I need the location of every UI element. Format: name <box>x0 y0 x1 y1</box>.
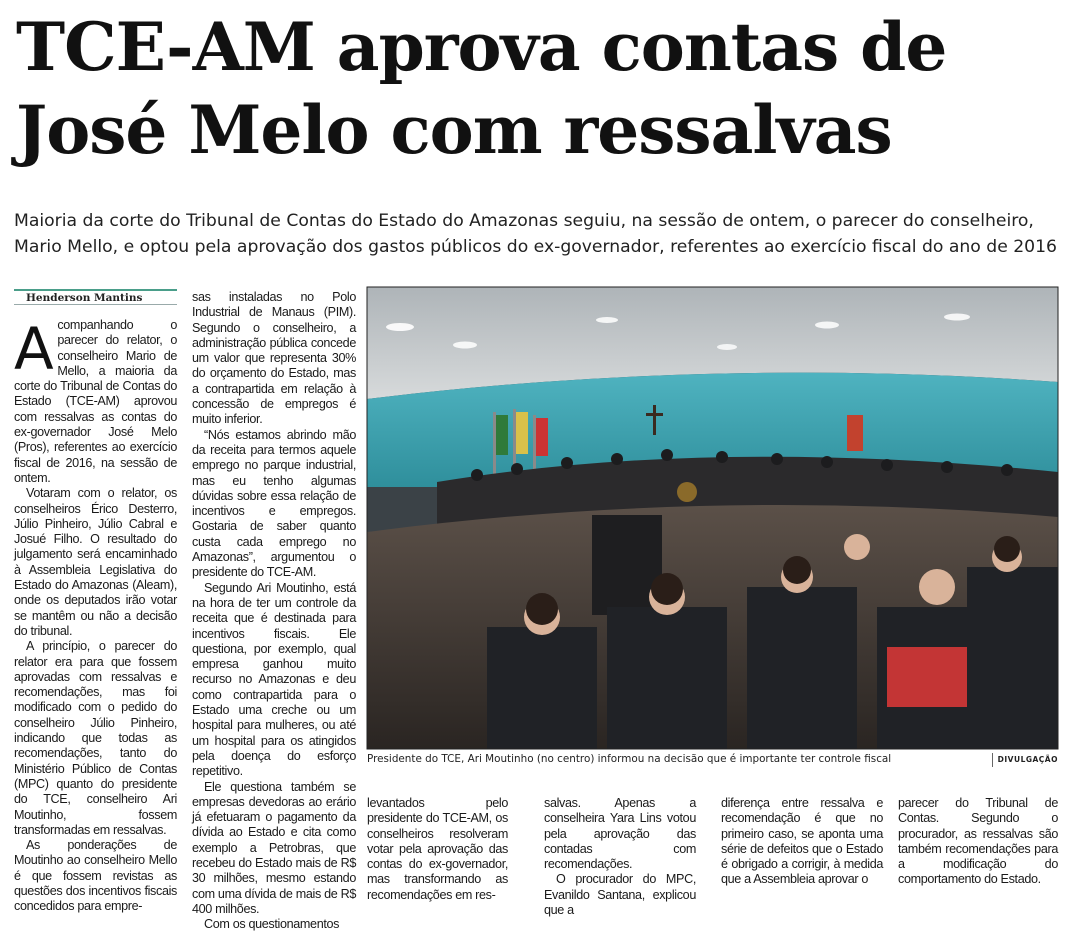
article-column-4 <box>544 796 696 918</box>
paragraph: Acompanhando o parecer do relator, o conselheiro Mario de Mello, a maioria da corte do Tribunal de Contas do Estado (TCE-AM) aprovou com ressalvas as contas do ex-governador José Melo (Pros), referentes ao exercício fiscal de 2016, na sessão de ontem. <box>14 315 177 485</box>
headline-line-2: José Melo com ressalvas <box>16 91 892 169</box>
paragraph: levantados pelo presidente do TCE-AM, os conselheiros resolveram votar pela aprovação das contas do ex-governador, mas transformando as recomendações em res- <box>367 796 508 902</box>
paragraph: A princípio, o parecer do relator era para que fossem aprovadas com ressalvas e recomendações, mas foi modificado com o pedido do conselheiro Júlio Pinheiro, indicando que todas as recomendações, tanto do Ministério Público de Contas (MPC) quanto do presidente do TCE, conselheiro Ari Moutinho, fossem transformadas em ressalvas. <box>14 639 177 837</box>
photo-caption <box>367 752 1058 768</box>
article-column-6 <box>898 796 1058 888</box>
paragraph: parecer do Tribunal de Contas. Segundo o procurador, as ressalvas são também recomendações para a modificação do comportamento do Estado. <box>898 796 1058 887</box>
photo-credit: DIVULGAÇÃO <box>992 753 1058 767</box>
paragraph: “Nós estamos abrindo mão da receita para termos aquele emprego no parque industrial, mas eu tenho algumas dúvidas sobre essa relação de incentivos e empregos. Gostaria de saber quanto custa cada emprego no Amazonas”, argumentou o presidente do TCE-AM. <box>192 427 356 580</box>
courtroom-photo <box>367 287 1058 749</box>
paragraph: Ele questiona também se empresas devedoras ao erário já efetuaram o pagamento da dívida ao Estado e cita como exemplo a Petrobras, que recebeu do Estado mais de R$ 30 milhões, mesmo estando com uma dívida de mais de R$ 400 milhões. <box>192 779 356 916</box>
subheadline: Maioria da corte do Tribunal de Contas do Estado do Amazonas seguiu, na sessão de ontem, o parecer do conselheiro, Mario Mello, e optou pela aprovação dos gastos públicos do ex-governador, referentes ao exercício fiscal do ano de 2016 <box>14 211 1057 257</box>
article-column-3 <box>367 796 508 902</box>
paragraph: diferença entre ressalva e recomendação é que no primeiro caso, se aponta uma série de defeitos que o Estado é obrigado a corrigir, à medida que a Assembleia aprovar o <box>721 796 883 887</box>
article-column-1 <box>14 315 177 914</box>
article-column-2 <box>192 290 356 932</box>
paragraph: salvas. Apenas a conselheira Yara Lins votou pela aprovação das contadas com recomendações. <box>544 796 696 872</box>
headline <box>16 6 1076 172</box>
courtroom-illustration <box>367 287 1058 749</box>
paragraph: As ponderações de Moutinho ao conselheiro Mello é que fossem revistas as questões dos incentivos fiscais concedidos para empre- <box>14 838 177 914</box>
paragraph: Segundo Ari Moutinho, está na hora de ter um controle da receita que é destinada para incentivos fiscais. Ele questiona, por exemplo, qual empresa ganhou muito recurso no Amazonas e deu como contrapartida para o Estado uma creche ou um hospital para mulheres, ou até um hospital para os atingidos pela doença do esforço repetitivo. <box>192 580 356 779</box>
paragraph: Votaram com o relator, os conselheiros Érico Desterro, Júlio Pinheiro, Júlio Cabral e Josué Filho. O resultado do julgamento será encaminhado à Assembleia Legislativa do Estado do Amazonas (Aleam), onde os deputados irão votar se mantêm ou não a decisão do tribunal. <box>14 486 177 638</box>
drop-cap: A <box>14 315 54 383</box>
headline-line-1: TCE-AM aprova contas de <box>16 8 947 86</box>
article-column-5 <box>721 796 883 888</box>
caption-text: Presidente do TCE, Ari Moutinho (no centro) informou na decisão que é importante ter controle fiscal <box>367 753 892 765</box>
paragraph: Com os questionamentos <box>204 917 340 932</box>
paragraph: O procurador do MPC, Evanildo Santana, explicou que a <box>544 872 696 918</box>
paragraph: sas instaladas no Polo Industrial de Manaus (PIM). Segundo o conselheiro, a administração pública concede um valor que representa 30% do orçamento do Estado, mas a contrapartida em relação à concessão de empregos é muito inferior. <box>192 290 356 427</box>
byline: Henderson Mantins <box>14 289 177 305</box>
